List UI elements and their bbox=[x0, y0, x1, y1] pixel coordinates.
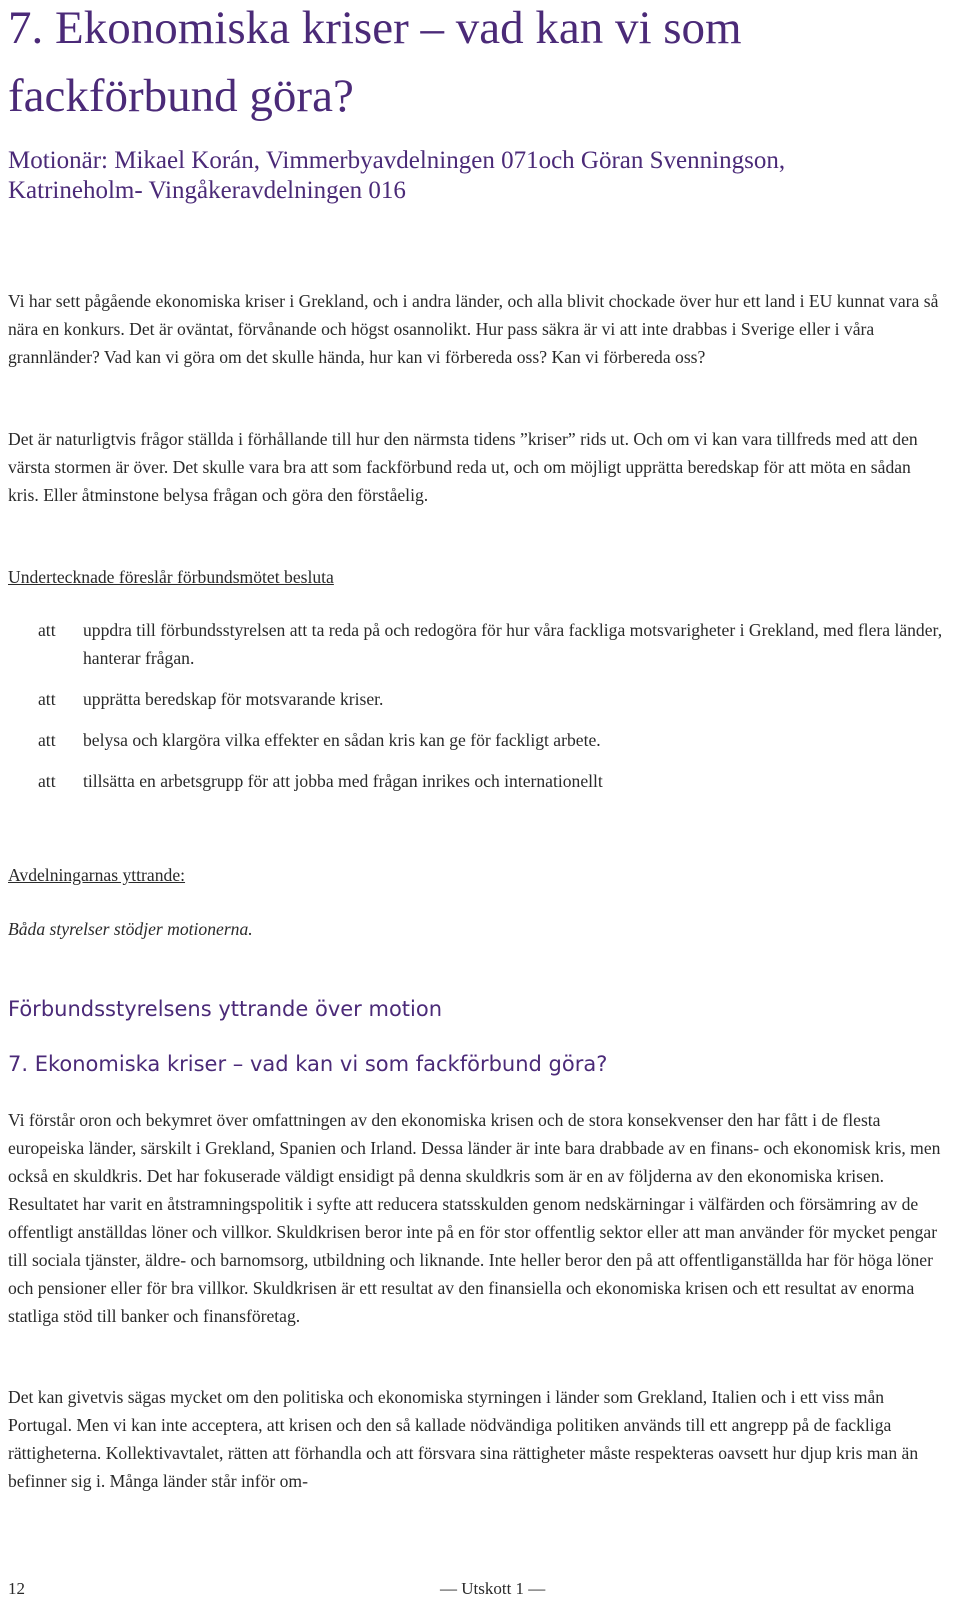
att-item bbox=[8, 685, 943, 713]
att-text: upprätta beredskap för motsvarande kriser. bbox=[83, 689, 384, 709]
att-keyword: att bbox=[38, 689, 56, 709]
att-keyword: att bbox=[38, 771, 56, 791]
page-number: 12 bbox=[8, 1579, 25, 1598]
title-line-1: 7. Ekonomiska kriser – vad kan vi som bbox=[8, 2, 742, 54]
title-line-2: fackförbund göra? bbox=[8, 70, 354, 122]
motionar-heading bbox=[8, 146, 785, 206]
att-item bbox=[8, 767, 943, 795]
att-item bbox=[8, 616, 943, 672]
att-keyword: att bbox=[38, 620, 56, 640]
forbundsstyrelsen-motion-title: 7. Ekonomiska kriser – vad kan vi som fackförbund göra? bbox=[8, 1052, 608, 1076]
motionar-line-1: Motionär: Mikael Korán, Vimmerbyavdelningen 071och Göran Svenningson, bbox=[8, 147, 786, 174]
proposal-heading: Undertecknade föreslår förbundsmötet besluta bbox=[8, 567, 334, 587]
forbundsstyrelsen-paragraph-1: Vi förstår oron och bekymret över omfattningen av den ekonomiska krisen och de stora konsekvenser den har fått i de flesta europeiska länder, särskilt i Grekland, Spanien och Irland. Dessa länder är inte bara drabbade av en finans- och ekonomisk kris, men också en skuldkris. Det har fokuserade väldigt ensidigt på denna skuldkris som är en av följderna av den ekonomiska krisen. Resultatet har varit en åtstramningspolitik i syfte att reducera statsskulden genom nedskärningar i välfärden och försämring av de offentligt anställdas löner och villkor. Skuldkrisen beror inte på en för stor offentlig sektor eller att man använder för mycket pengar till sociala tjänster, äldre- och barnomsorg, utbildning och liknande. Inte heller beror den på att offentliganställda har för höga löner och pensioner eller för bra villkor. Skuldkrisen är ett resultat av den finansiella och ekonomiska krisen och ett resultat av enorma statliga stöd till banker och finansföretag. bbox=[8, 1110, 941, 1326]
avdelning-heading: Avdelningarnas yttrande: bbox=[8, 865, 186, 885]
motion-paragraph-1: Vi har sett pågående ekonomiska kriser i Grekland, och i andra länder, och alla blivit chockade över hur ett land i EU kunnat vara så nära en konkurs. Det är oväntat, förvånande och högst osannolikt. Hur pass säkra är vi att inte drabbas i Sverige eller i våra grannländer? Vad kan vi göra om det skulle hända, hur kan vi förbereda oss? Kan vi förbereda oss? bbox=[8, 291, 939, 367]
att-keyword: att bbox=[38, 730, 56, 750]
forbundsstyrelsen-paragraph-2: Det kan givetvis sägas mycket om den politiska och ekonomiska styrningen i länder som Grekland, Italien och i ett viss mån Portugal. Men vi kan inte acceptera, att krisen och den så kallade nödvändiga politiken används till ett angrepp på de fackliga rättigheterna. Kollektivavtalet, rätten att förhandla och att försvara sina rättigheter måste respekteras oavsett hur djup kris man än befinner sig i. Många länder står inför om- bbox=[8, 1387, 919, 1491]
att-item bbox=[8, 726, 943, 754]
att-text: tillsätta en arbetsgrupp för att jobba med frågan inrikes och internationellt bbox=[83, 771, 603, 791]
att-text: belysa och klargöra vilka effekter en sådan kris kan ge för fackligt arbete. bbox=[83, 730, 601, 750]
forbundsstyrelsen-heading: Förbundsstyrelsens yttrande över motion bbox=[8, 997, 443, 1021]
att-text: uppdra till förbundsstyrelsen att ta reda på och redogöra för hur våra fackliga motsvarigheter i Grekland, med flera länder, hanterar frågan. bbox=[83, 620, 943, 668]
footer-section: — Utskott 1 — bbox=[440, 1579, 546, 1598]
avdelning-statement: Båda styrelser stödjer motionerna. bbox=[8, 919, 253, 939]
motion-paragraph-2: Det är naturligtvis frågor ställda i förhållande till hur den närmsta tidens ”kriser” rids ut. Och om vi kan vara tillfreds med att den värsta stormen är över. Det skulle vara bra att som fackförbund reda ut, och om möjligt upprätta beredskap för att möta en sådan kris. Eller åtminstone belysa frågan och göra den förståelig. bbox=[8, 429, 918, 505]
motionar-line-2: Katrineholm- Vingåkeravdelningen 016 bbox=[8, 177, 406, 204]
document-title bbox=[8, 0, 742, 130]
